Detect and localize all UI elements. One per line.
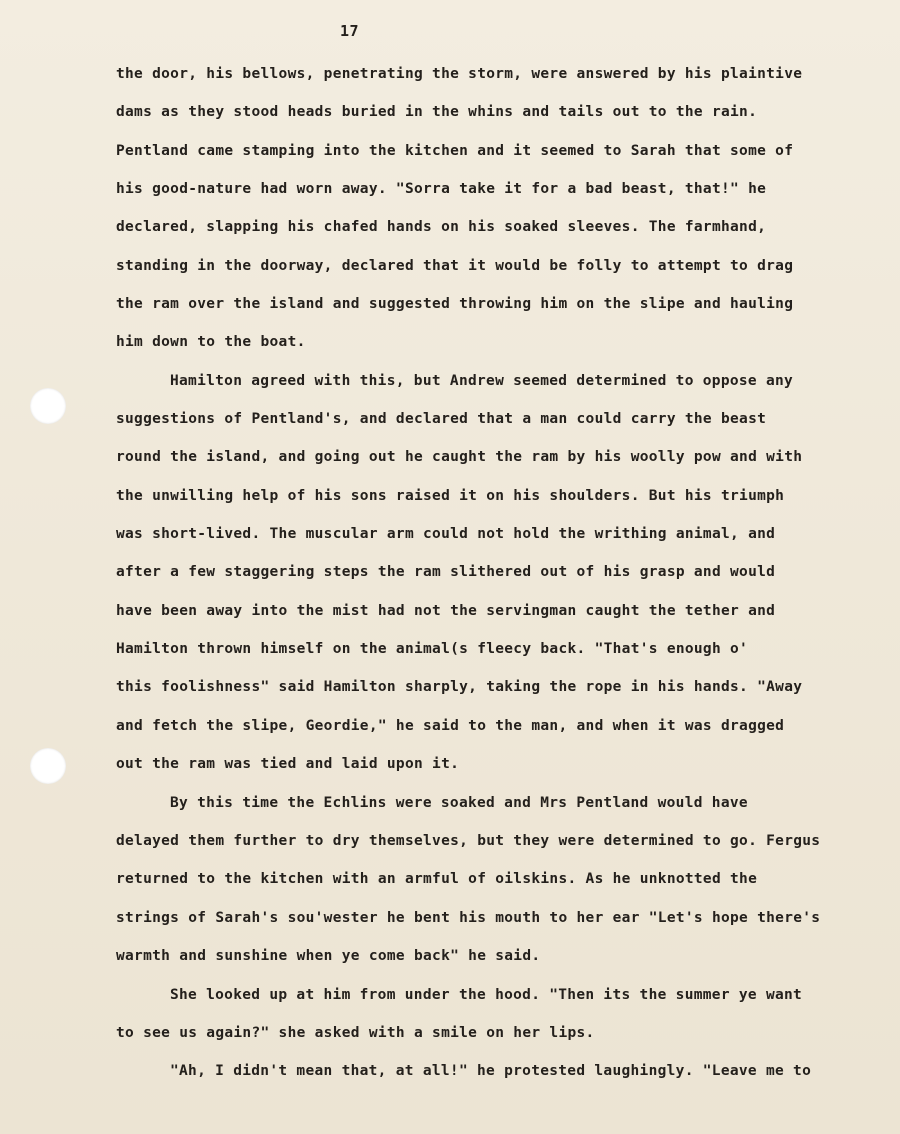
page-number: 17: [340, 22, 360, 40]
text-line: the unwilling help of his sons raised it on his shoulders. But his triumph: [116, 488, 785, 504]
text-line: have been away into the mist had not the servingman caught the tether and: [116, 603, 776, 619]
text-line: the ram over the island and suggested throwing him on the slipe and hauling: [116, 296, 794, 312]
text-line: By this time the Echlins were soaked and Mrs Pentland would have: [170, 795, 748, 811]
text-line: dams as they stood heads buried in the whins and tails out to the rain.: [116, 104, 758, 120]
text-line: warmth and sunshine when ye come back" he said.: [116, 948, 541, 964]
text-line: after a few staggering steps the ram slithered out of his grasp and would: [116, 564, 776, 580]
text-line: him down to the boat.: [116, 334, 306, 350]
text-line: standing in the doorway, declared that it would be folly to attempt to drag: [116, 258, 794, 274]
text-line: Hamilton thrown himself on the animal(s fleecy back. "That's enough o': [116, 641, 749, 657]
text-line: Pentland came stamping into the kitchen and it seemed to Sarah that some of: [116, 143, 794, 159]
text-line: to see us again?" she asked with a smile on her lips.: [116, 1025, 595, 1041]
text-line: out the ram was tied and laid upon it.: [116, 756, 460, 772]
text-line: his good-nature had worn away. "Sorra take it for a bad beast, that!" he: [116, 181, 767, 197]
text-line: the door, his bellows, penetrating the storm, were answered by his plaintive: [116, 66, 803, 82]
text-line: strings of Sarah's sou'wester he bent his mouth to her ear "Let's hope there's: [116, 910, 821, 926]
text-line: round the island, and going out he caught the ram by his woolly pow and with: [116, 449, 803, 465]
text-line: returned to the kitchen with an armful of oilskins. As he unknotted the: [116, 871, 758, 887]
text-line: this foolishness" said Hamilton sharply, taking the rope in his hands. "Away: [116, 679, 803, 695]
text-line: and fetch the slipe, Geordie," he said to the man, and when it was dragged: [116, 718, 785, 734]
text-line: "Ah, I didn't mean that, at all!" he protested laughingly. "Leave me to: [170, 1063, 812, 1079]
text-line: declared, slapping his chafed hands on his soaked sleeves. The farmhand,: [116, 219, 767, 235]
text-line: was short-lived. The muscular arm could not hold the writhing animal, and: [116, 526, 776, 542]
text-line: suggestions of Pentland's, and declared that a man could carry the beast: [116, 411, 767, 427]
text-line: She looked up at him from under the hood. "Then its the summer ye want: [170, 987, 803, 1003]
text-line: Hamilton agreed with this, but Andrew seemed determined to oppose any: [170, 373, 794, 389]
text-line: delayed them further to dry themselves, but they were determined to go. Fergus: [116, 833, 821, 849]
